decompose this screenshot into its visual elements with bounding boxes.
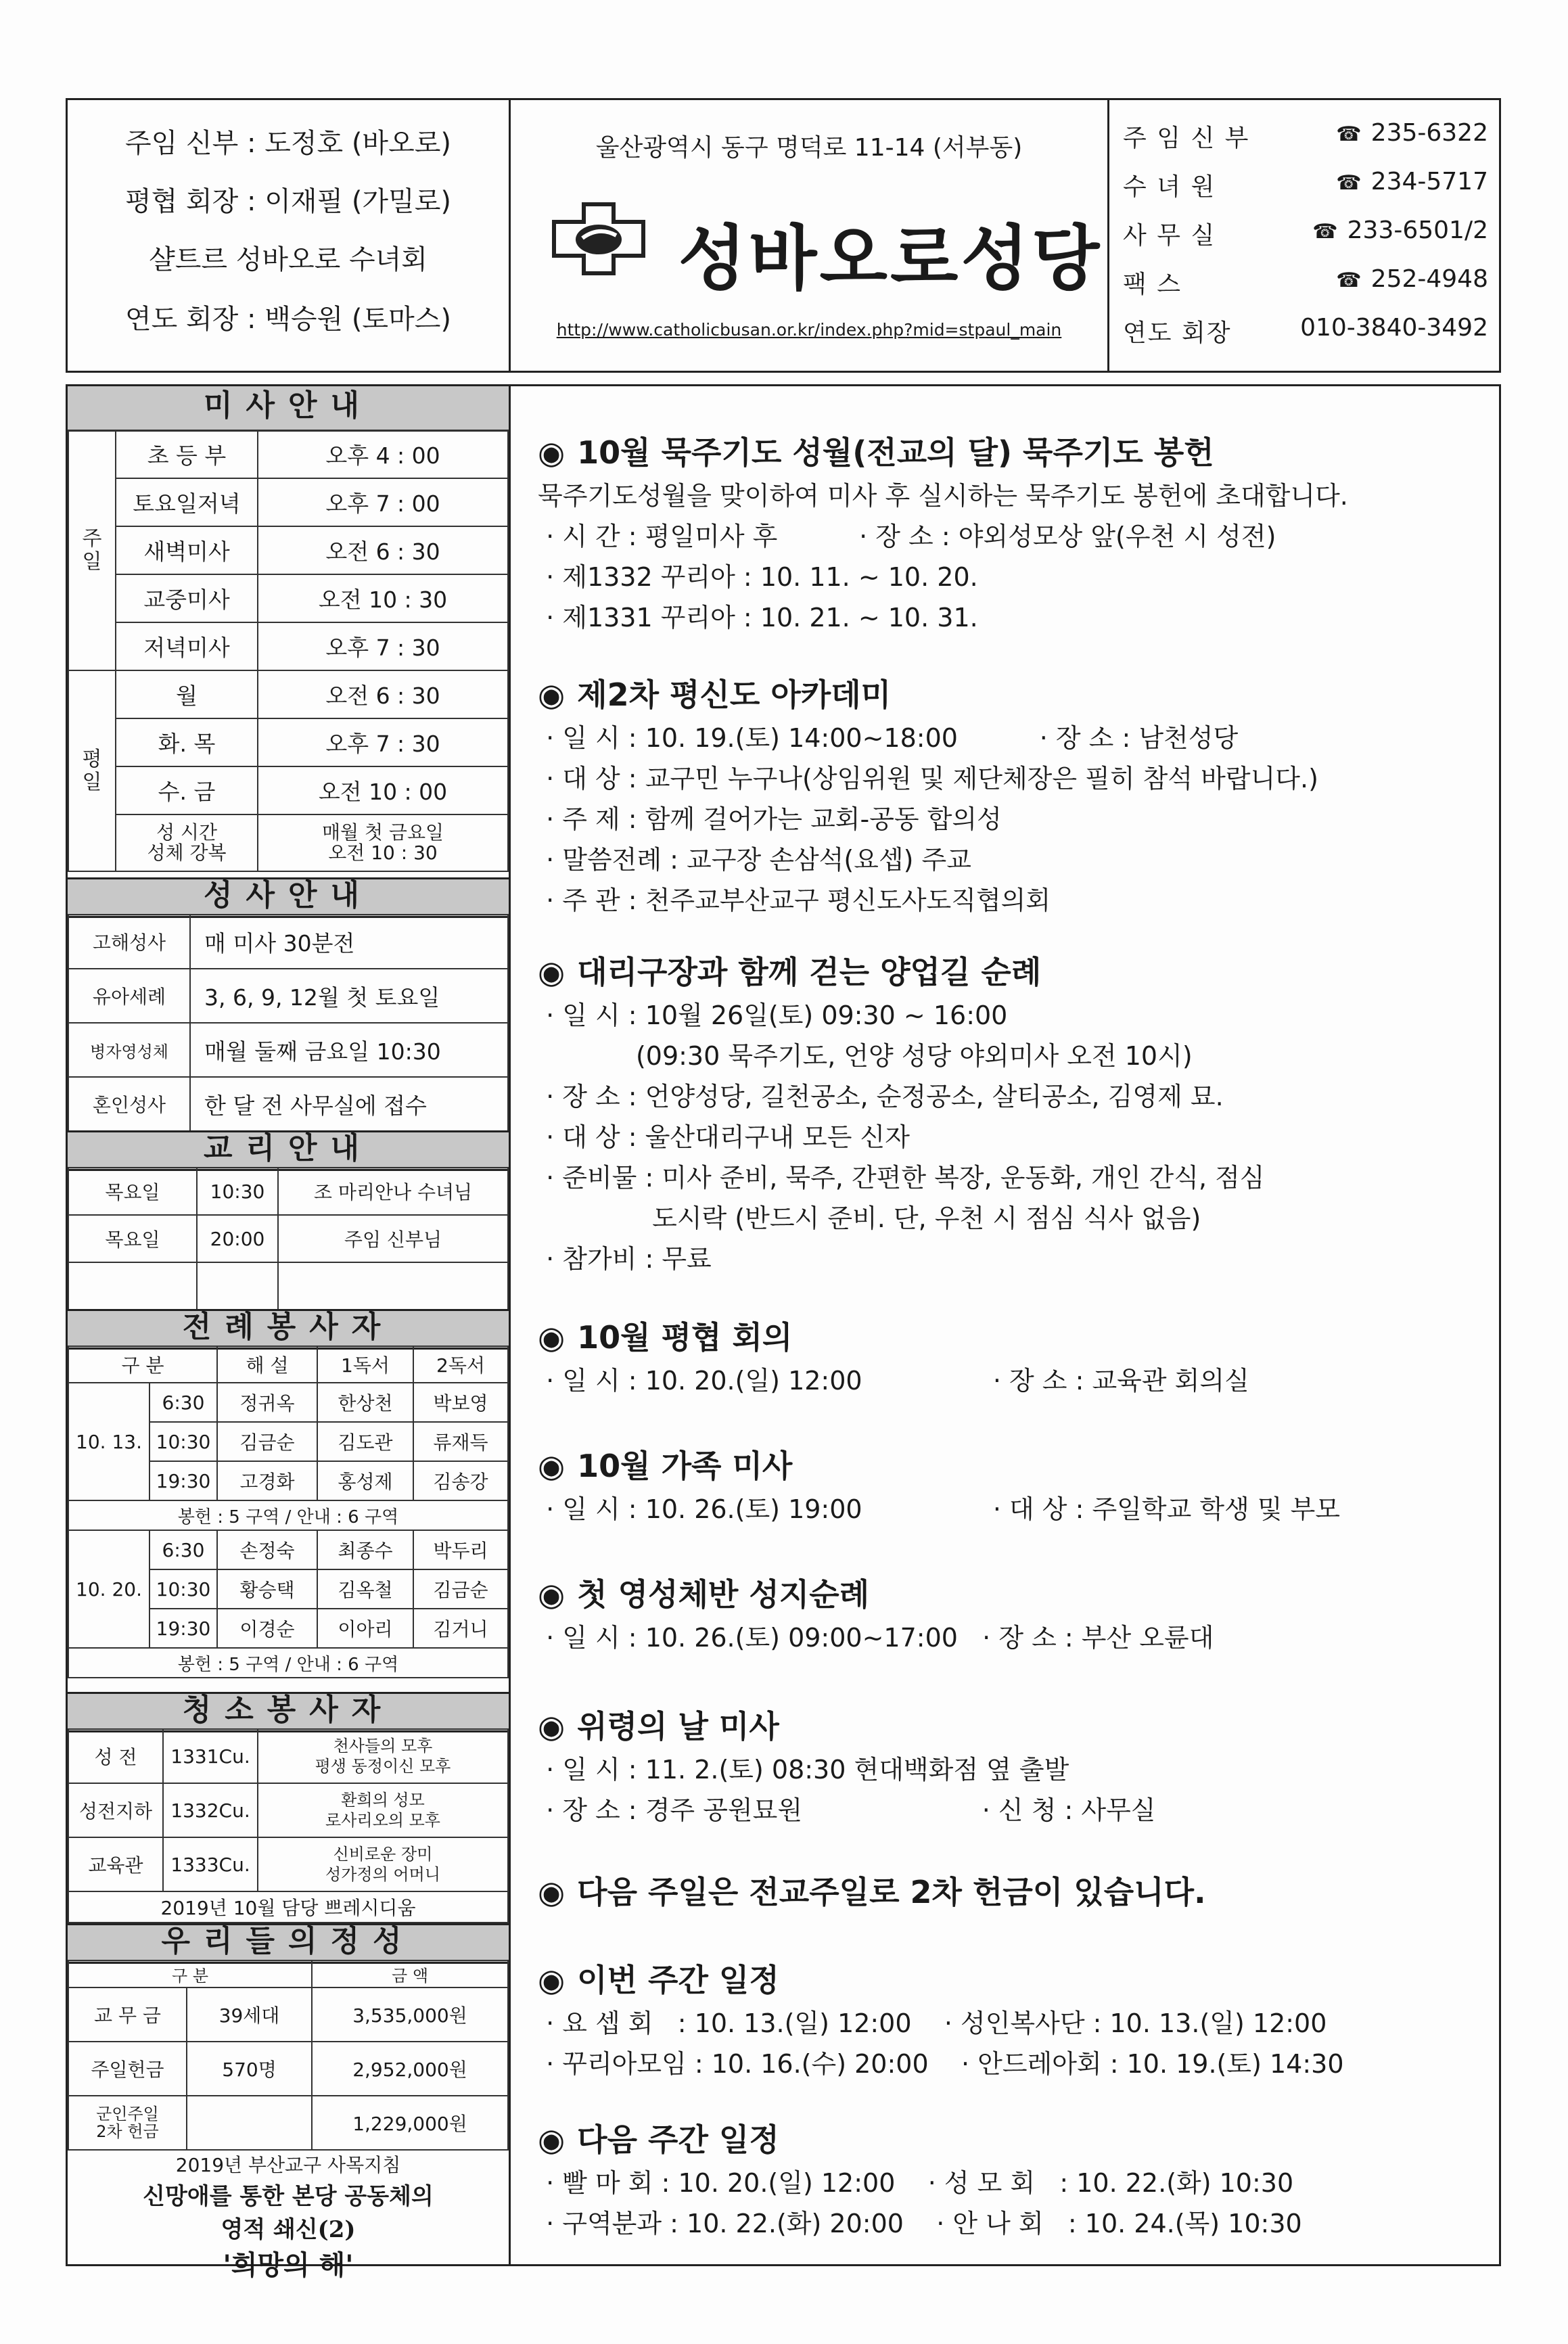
cleaning-table bbox=[68, 1728, 509, 1923]
announcement bbox=[538, 1570, 1485, 1658]
reader-1: 이아리 bbox=[317, 1609, 413, 1648]
sisters-line: 샬트르 성바오로 수녀회 bbox=[149, 244, 428, 275]
pastor-line: 주임 신부 : 도정호 (바오로) bbox=[125, 128, 451, 159]
announcement-line: · 요 셉 회 : 10. 13.(일) 12:00 · 성인복사단 : 10. 13.(일) 12:00 bbox=[538, 2008, 1327, 2038]
announcement-line: · 장 소 : 경주 공원묘원 · 신 청 : 사무실 bbox=[538, 1795, 1156, 1825]
contact-row: 팩 스 ☎ 252-4948 bbox=[1123, 265, 1488, 298]
announcement-title: 위령의 날 미사 bbox=[577, 1708, 779, 1745]
catechism-day bbox=[68, 1262, 197, 1310]
offering-amount: 1,229,000원 bbox=[312, 2096, 508, 2150]
liturgy-note: 봉헌 : 5 구역 / 안내 : 6 구역 bbox=[68, 1648, 508, 1678]
council-line: 평협 회장 : 이재필 (가밀로) bbox=[125, 186, 451, 217]
bullet-icon: ◉ bbox=[538, 1708, 566, 1745]
commentator: 김금순 bbox=[217, 1422, 317, 1461]
liturgy-table bbox=[68, 1346, 509, 1678]
phone-icon: ☎ bbox=[1336, 171, 1362, 195]
announcement-line: · 주 제 : 함께 걸어가는 교회-공동 합의성 bbox=[538, 804, 1002, 834]
announcement-title: 10월 가족 미사 bbox=[577, 1448, 793, 1484]
bulletin-header bbox=[66, 98, 1501, 373]
mass-name: 월 bbox=[116, 670, 258, 718]
announcement-line: · 빨 마 회 : 10. 20.(일) 12:00 · 성 모 회 : 10. 22.(화) 10:30 bbox=[538, 2168, 1294, 2198]
commentator: 고경화 bbox=[217, 1461, 317, 1500]
contact-row: 사 무 실 ☎ 233-6501/2 bbox=[1123, 216, 1488, 250]
bullet-icon: ◉ bbox=[538, 2121, 566, 2158]
announcement bbox=[538, 948, 1485, 1279]
announcement-line: · 참가비 : 무료 bbox=[538, 1244, 712, 1274]
sacrament-name: 병자영성체 bbox=[68, 1023, 190, 1077]
mass-name: 성 시간 성체 강복 bbox=[116, 814, 258, 871]
church-address: 울산광역시 동구 명덕로 11-14 (서부동) bbox=[595, 134, 1023, 162]
announcements bbox=[511, 386, 1503, 2264]
announcement bbox=[538, 1702, 1485, 1831]
announcement-title: 첫 영성체반 성지순례 bbox=[577, 1576, 870, 1613]
liturgy-time: 6:30 bbox=[149, 1530, 217, 1569]
announcement bbox=[538, 2115, 1485, 2244]
bullet-icon: ◉ bbox=[538, 1874, 566, 1910]
bullet-icon: ◉ bbox=[538, 1962, 566, 1998]
header-contacts bbox=[1109, 100, 1499, 371]
offering-amount: 3,535,000원 bbox=[312, 1987, 508, 2042]
pastoral-motto bbox=[68, 2151, 509, 2282]
reader-2: 류재득 bbox=[413, 1422, 508, 1461]
header-staff bbox=[68, 100, 511, 371]
offering-name: 군인주일 2차 헌금 bbox=[68, 2096, 187, 2150]
column-header: 1독서 bbox=[317, 1346, 413, 1383]
sacrament-desc: 한 달 전 사무실에 접수 bbox=[190, 1077, 508, 1131]
commentator: 황승택 bbox=[217, 1569, 317, 1609]
sidebar bbox=[68, 386, 511, 2281]
announcement-line: · 일 시 : 10. 26.(토) 19:00 · 대 상 : 주일학교 학생 및 부모 bbox=[538, 1494, 1341, 1524]
offering-count: 39세대 bbox=[187, 1987, 312, 2042]
cleaning-place: 교육관 bbox=[68, 1837, 163, 1891]
column-header: 구 분 bbox=[68, 1346, 217, 1383]
column-header: 2독서 bbox=[413, 1346, 508, 1383]
mass-name: 교중미사 bbox=[116, 574, 258, 622]
phone-icon: ☎ bbox=[1312, 220, 1338, 244]
cleaning-group: 1331Cu. bbox=[163, 1729, 258, 1783]
cleaning-place: 성 전 bbox=[68, 1729, 163, 1783]
announcement bbox=[538, 670, 1485, 921]
cleaning-footer: 2019년 10월 담당 쁘레시디움 bbox=[68, 1891, 508, 1923]
commentator: 정귀옥 bbox=[217, 1383, 317, 1422]
announcement-line: 묵주기도성월을 맞이하여 미사 후 실시하는 묵주기도 봉헌에 초대합니다. bbox=[538, 481, 1348, 511]
liturgy-date: 10. 20. bbox=[68, 1530, 149, 1648]
mass-time: 오전 10 : 00 bbox=[258, 766, 508, 814]
cleaning-group: 1333Cu. bbox=[163, 1837, 258, 1891]
announcement bbox=[538, 1442, 1485, 1530]
announcement-line: · 제1331 꾸리아 : 10. 21. ~ 10. 31. bbox=[538, 603, 978, 633]
yeondo-line: 연도 회장 : 백승원 (토마스) bbox=[125, 304, 451, 335]
announcement-line: 도시락 (반드시 준비. 단, 우천 시 점심 식사 없음) bbox=[538, 1203, 1201, 1233]
phone-icon: ☎ bbox=[1336, 269, 1362, 292]
reader-2: 김금순 bbox=[413, 1569, 508, 1609]
liturgy-note: 봉헌 : 5 구역 / 안내 : 6 구역 bbox=[68, 1500, 508, 1530]
announcement-line: · 일 시 : 10. 26.(토) 09:00~17:00 · 장 소 : 부산 오륜대 bbox=[538, 1623, 1214, 1653]
mass-time: 오전 6 : 30 bbox=[258, 670, 508, 718]
mass-time: 오후 4 : 00 bbox=[258, 430, 508, 478]
reader-2: 박보영 bbox=[413, 1383, 508, 1422]
sacrament-desc: 3, 6, 9, 12월 첫 토요일 bbox=[190, 969, 508, 1023]
sunday-label: 주 일 bbox=[68, 430, 116, 670]
mass-time: 오후 7 : 00 bbox=[258, 478, 508, 526]
announcement-line: · 제1332 꾸리아 : 10. 11. ~ 10. 20. bbox=[538, 562, 978, 592]
offering-count bbox=[187, 2096, 312, 2150]
cleaning-names: 환희의 성모 로사리오의 모후 bbox=[258, 1783, 508, 1837]
announcement-line: · 준비물 : 미사 준비, 묵주, 간편한 복장, 운동화, 개인 간식, 점심 bbox=[538, 1163, 1265, 1193]
offering-name: 주일헌금 bbox=[68, 2042, 187, 2096]
catechism-time: 10:30 bbox=[197, 1168, 278, 1215]
sacrament-name: 혼인성사 bbox=[68, 1077, 190, 1131]
mass-name: 화. 목 bbox=[116, 718, 258, 766]
announcement-line: · 말씀전례 : 교구장 손삼석(요셉) 주교 bbox=[538, 845, 971, 875]
liturgy-time: 10:30 bbox=[149, 1422, 217, 1461]
contact-row: 수 녀 원 ☎ 234-5717 bbox=[1123, 168, 1488, 201]
mass-time: 오후 7 : 30 bbox=[258, 622, 508, 670]
catechism-heading: 교리안내 bbox=[68, 1130, 509, 1171]
liturgy-date: 10. 13. bbox=[68, 1383, 149, 1500]
cleaning-heading: 청소봉사자 bbox=[68, 1692, 509, 1732]
announcement-line: · 일 시 : 10. 19.(토) 14:00~18:00 · 장 소 : 남천성당 bbox=[538, 723, 1239, 753]
weekday-label: 평 일 bbox=[68, 670, 116, 871]
bullet-icon: ◉ bbox=[538, 1448, 566, 1484]
announcement-line: · 일 시 : 11. 2.(토) 08:30 현대백화점 옆 출발 bbox=[538, 1755, 1069, 1785]
announcement-title: 10월 묵주기도 성월(전교의 달) 묵주기도 봉헌 bbox=[577, 434, 1214, 471]
catechism-teacher bbox=[278, 1262, 508, 1310]
announcement-title: 다음 주일은 전교주일로 2차 헌금이 있습니다. bbox=[577, 1874, 1206, 1910]
mass-name: 토요일저녁 bbox=[116, 478, 258, 526]
mass-name: 새벽미사 bbox=[116, 526, 258, 574]
motto-line: 영적 쇄신(2) bbox=[221, 2216, 356, 2243]
sacrament-desc: 매 미사 30분전 bbox=[190, 915, 508, 969]
contact-row: 주 임 신 부 ☎ 235-6322 bbox=[1123, 119, 1488, 152]
motto-line: 2019년 부산교구 사목지침 bbox=[175, 2154, 401, 2176]
commentator: 손정숙 bbox=[217, 1530, 317, 1569]
announcement bbox=[538, 1313, 1485, 1401]
announcement-title: 제2차 평신도 아카데미 bbox=[577, 676, 892, 713]
sacrament-desc: 매월 둘째 금요일 10:30 bbox=[190, 1023, 508, 1077]
liturgy-time: 19:30 bbox=[149, 1609, 217, 1648]
announcement-title: 대리구장과 함께 걷는 양업길 순례 bbox=[577, 954, 1042, 990]
reader-2: 김송강 bbox=[413, 1461, 508, 1500]
announcement-line: · 시 간 : 평일미사 후 · 장 소 : 야외성모상 앞(우천 시 성전) bbox=[538, 522, 1276, 551]
column-header: 해 설 bbox=[217, 1346, 317, 1383]
announcement-line: · 꾸리아모임 : 10. 16.(수) 20:00 · 안드레아회 : 10. 19.(토) 14:30 bbox=[538, 2049, 1344, 2079]
announcement-line: · 대 상 : 울산대리구내 모든 신자 bbox=[538, 1122, 910, 1152]
bullet-icon: ◉ bbox=[538, 954, 566, 990]
liturgy-heading: 전례봉사자 bbox=[68, 1309, 509, 1350]
cleaning-place: 성전지하 bbox=[68, 1783, 163, 1837]
mass-name: 수. 금 bbox=[116, 766, 258, 814]
reader-1: 홍성제 bbox=[317, 1461, 413, 1500]
offering-amount: 2,952,000원 bbox=[312, 2042, 508, 2096]
sacrament-name: 유아세례 bbox=[68, 969, 190, 1023]
bulletin-body bbox=[66, 384, 1501, 2281]
mass-name: 초 등 부 bbox=[116, 430, 258, 478]
mass-table bbox=[68, 430, 509, 872]
reader-1: 김도관 bbox=[317, 1422, 413, 1461]
announcement-line: (09:30 묵주기도, 언양 성당 야외미사 오전 10시) bbox=[538, 1041, 1193, 1071]
catechism-table bbox=[68, 1167, 509, 1310]
cleaning-names: 천사들의 모후 평생 동정이신 모후 bbox=[258, 1729, 508, 1783]
catechism-time: 20:00 bbox=[197, 1215, 278, 1262]
church-url[interactable]: http://www.catholicbusan.or.kr/index.php?mid=stpaul_main bbox=[556, 320, 1062, 340]
announcement-title: 10월 평협 회의 bbox=[577, 1319, 793, 1356]
announcement-line: · 구역분과 : 10. 22.(화) 20:00 · 안 나 회 : 10. 24.(목) 10:30 bbox=[538, 2209, 1302, 2238]
announcement-title: 이번 주간 일정 bbox=[577, 1962, 779, 1998]
phone-icon: ☎ bbox=[1336, 122, 1362, 146]
reader-2: 김거니 bbox=[413, 1609, 508, 1648]
catechism-time bbox=[197, 1262, 278, 1310]
sacraments-heading: 성사안내 bbox=[68, 877, 509, 918]
mass-time: 매월 첫 금요일 오전 10 : 30 bbox=[258, 814, 508, 871]
motto-line: 신망애를 통한 본당 공동체의 bbox=[143, 2183, 434, 2210]
cleaning-group: 1332Cu. bbox=[163, 1783, 258, 1837]
announcement-line: · 대 상 : 교구민 누구나(상임위원 및 제단체장은 필히 참석 바랍니다.) bbox=[538, 764, 1318, 794]
announcement bbox=[538, 428, 1485, 638]
catechism-day: 목요일 bbox=[68, 1168, 197, 1215]
mass-name: 저녁미사 bbox=[116, 622, 258, 670]
sacrament-name: 고해성사 bbox=[68, 915, 190, 969]
catechism-teacher: 주임 신부님 bbox=[278, 1215, 508, 1262]
liturgy-time: 10:30 bbox=[149, 1569, 217, 1609]
column-header: 구 분 bbox=[68, 1960, 312, 1987]
church-name: 성바오로성당 bbox=[678, 217, 1103, 300]
reader-1: 최종수 bbox=[317, 1530, 413, 1569]
reader-1: 한상천 bbox=[317, 1383, 413, 1422]
liturgy-time: 19:30 bbox=[149, 1461, 217, 1500]
mass-time: 오전 10 : 30 bbox=[258, 574, 508, 622]
reader-2: 박두리 bbox=[413, 1530, 508, 1569]
announcement-line: · 주 관 : 천주교부산교구 평신도사도직협의회 bbox=[538, 886, 1051, 915]
announcement-title: 다음 주간 일정 bbox=[577, 2121, 779, 2158]
column-header: 금 액 bbox=[312, 1960, 508, 1987]
catechism-day: 목요일 bbox=[68, 1215, 197, 1262]
bullet-icon: ◉ bbox=[538, 434, 566, 471]
header-church bbox=[511, 100, 1109, 371]
contact-row: 연도 회장 010-3840-3492 bbox=[1123, 314, 1488, 347]
offering-count: 570명 bbox=[187, 2042, 312, 2096]
reader-1: 김옥철 bbox=[317, 1569, 413, 1609]
bullet-icon: ◉ bbox=[538, 1576, 566, 1613]
announcement-line: · 일 시 : 10월 26일(토) 09:30 ~ 16:00 bbox=[538, 1001, 1008, 1030]
announcement bbox=[538, 1956, 1485, 2084]
mass-time: 오전 6 : 30 bbox=[258, 526, 508, 574]
bullet-icon: ◉ bbox=[538, 1319, 566, 1356]
announcement-line: · 장 소 : 언양성당, 길천공소, 순정공소, 살티공소, 김영제 묘. bbox=[538, 1082, 1224, 1111]
bullet-icon: ◉ bbox=[538, 676, 566, 713]
announcement-line: · 일 시 : 10. 20.(일) 12:00 · 장 소 : 교육관 회의실 bbox=[538, 1366, 1249, 1396]
announcement bbox=[538, 1868, 1485, 1915]
liturgy-time: 6:30 bbox=[149, 1383, 217, 1422]
offering-heading: 우리들의정성 bbox=[68, 1923, 509, 1964]
commentator: 이경순 bbox=[217, 1609, 317, 1648]
sacraments-table bbox=[68, 914, 509, 1132]
motto-line: '희망의 해' bbox=[223, 2249, 354, 2281]
offering-table bbox=[68, 1960, 509, 2151]
offering-name: 교 무 금 bbox=[68, 1987, 187, 2042]
cleaning-names: 신비로운 장미 성가정의 어머니 bbox=[258, 1837, 508, 1891]
mass-time: 오후 7 : 30 bbox=[258, 718, 508, 766]
catechism-teacher: 조 마리안나 수녀님 bbox=[278, 1168, 508, 1215]
mass-heading: 미사안내 bbox=[68, 386, 509, 432]
